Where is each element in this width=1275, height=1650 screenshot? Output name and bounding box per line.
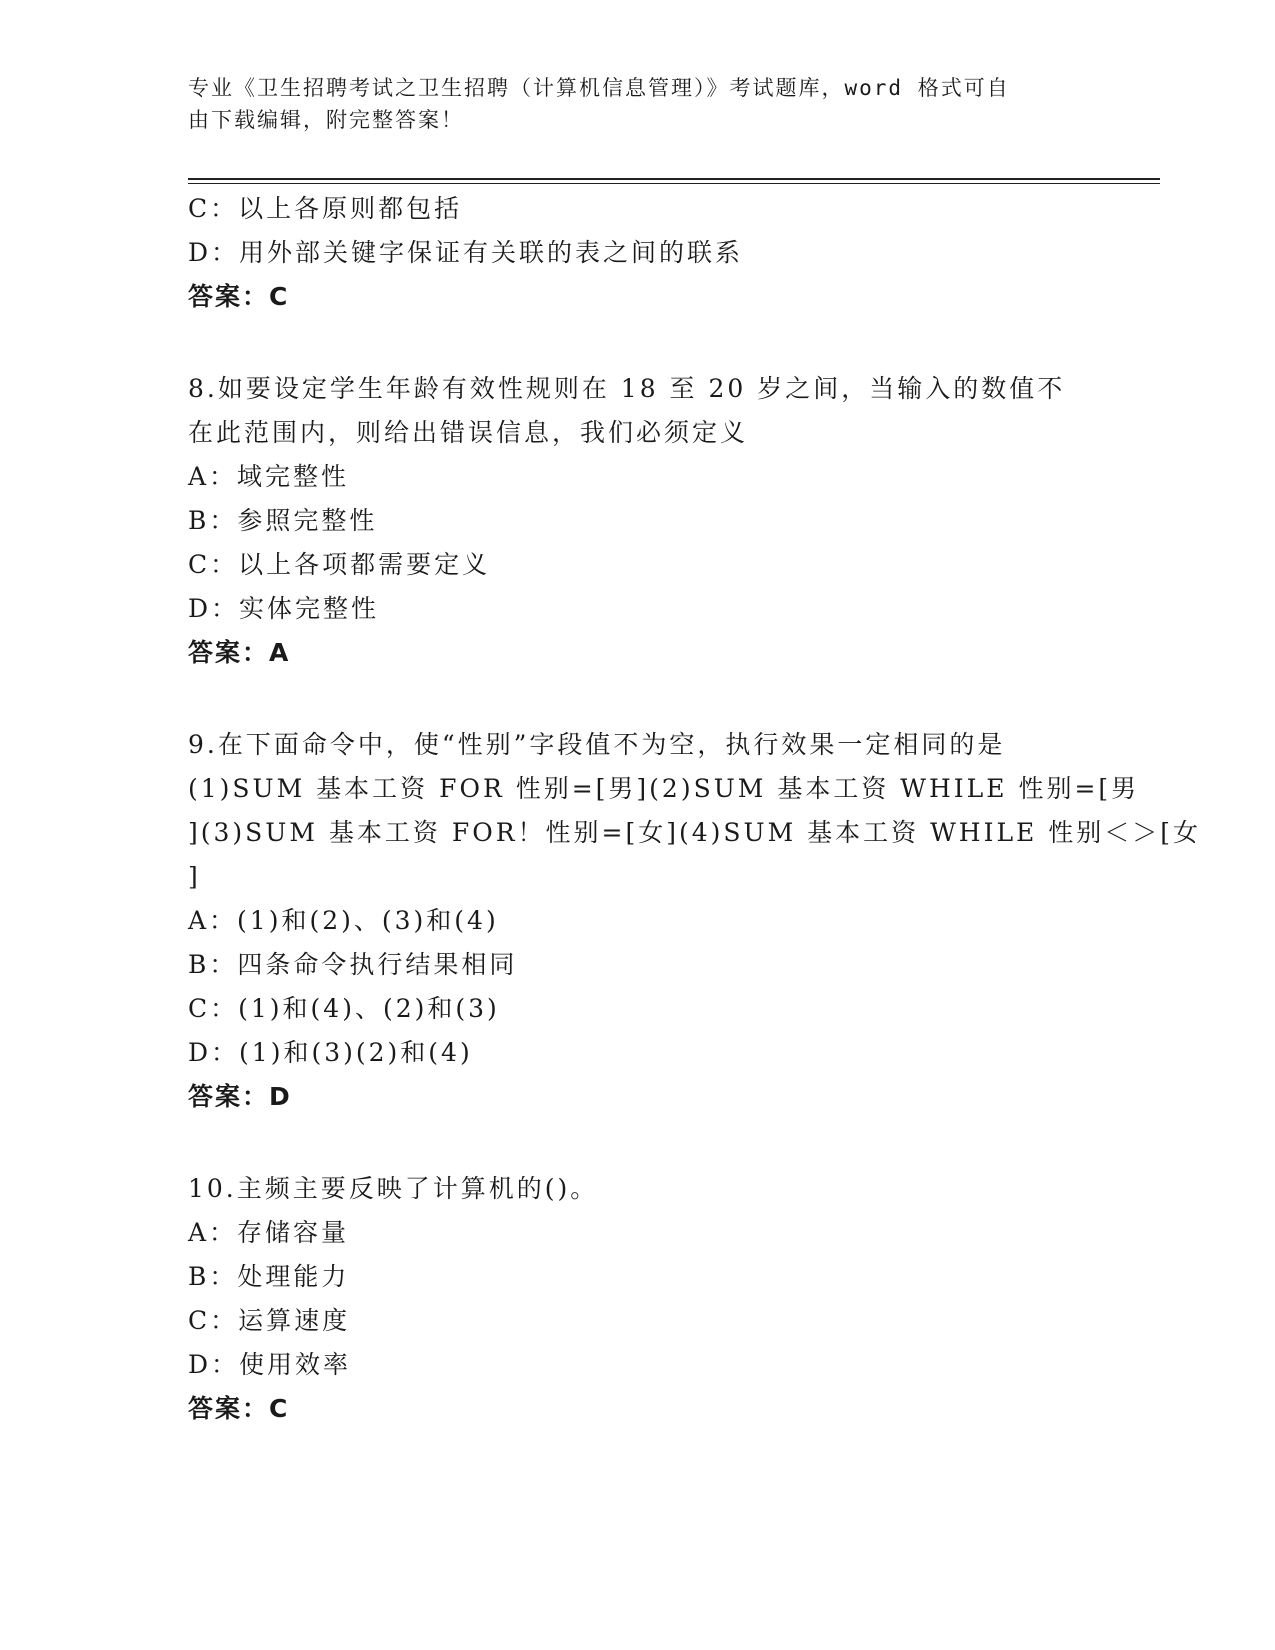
q7-answer: 答案：C: [188, 282, 290, 311]
header-divider-thick: [188, 178, 1160, 180]
q10-option-b: B：处理能力: [188, 1262, 350, 1291]
q10-option-a: A：存储容量: [188, 1218, 350, 1247]
q7-option-d: D：用外部关键字保证有关联的表之间的联系: [188, 238, 744, 267]
q9-option-d: D：(1)和(3)(2)和(4): [188, 1038, 473, 1067]
q8-option-b: B：参照完整性: [188, 506, 378, 535]
header-line-2: 由下载编辑，附完整答案！: [188, 108, 464, 132]
q9-option-c: C：(1)和(4)、(2)和(3): [188, 994, 500, 1023]
q10-option-d: D：使用效率: [188, 1350, 352, 1379]
q9-stem-line-3: ](3)SUM 基本工资 FOR！性别=[女](4)SUM 基本工资 WHILE 性别＜＞[女: [188, 818, 1201, 847]
q9-answer: 答案：D: [188, 1082, 292, 1111]
q9-option-a: A：(1)和(2)、(3)和(4): [188, 906, 499, 935]
q9-stem-line-2: (1)SUM 基本工资 FOR 性别=[男](2)SUM 基本工资 WHILE 性别=[男: [188, 774, 1140, 803]
q8-option-c: C：以上各项都需要定义: [188, 550, 491, 579]
q8-answer: 答案：A: [188, 638, 291, 667]
q9-stem-line-1: 9.在下面命令中，使“性别”字段值不为空，执行效果一定相同的是: [188, 730, 1006, 759]
header-divider-thin: [188, 183, 1160, 184]
document-header: [188, 72, 1088, 136]
q9-option-b: B：四条命令执行结果相同: [188, 950, 518, 979]
q10-stem-line-1: 10.主频主要反映了计算机的()。: [188, 1174, 599, 1203]
q9-stem-line-4: ]: [188, 862, 201, 891]
q8-option-a: A：域完整性: [188, 462, 350, 491]
header-line-1: 专业《卫生招聘考试之卫生招聘（计算机信息管理）》考试题库，word 格式可自: [188, 76, 1010, 100]
q10-option-c: C：运算速度: [188, 1306, 351, 1335]
q8-option-d: D：实体完整性: [188, 594, 380, 623]
q8-stem-line-2: 在此范围内，则给出错误信息，我们必须定义: [188, 418, 749, 447]
q10-answer: 答案：C: [188, 1394, 290, 1423]
q7-option-c: C：以上各原则都包括: [188, 194, 463, 223]
q8-stem-line-1: 8.如要设定学生年龄有效性规则在 18 至 20 岁之间，当输入的数值不: [188, 374, 1066, 403]
